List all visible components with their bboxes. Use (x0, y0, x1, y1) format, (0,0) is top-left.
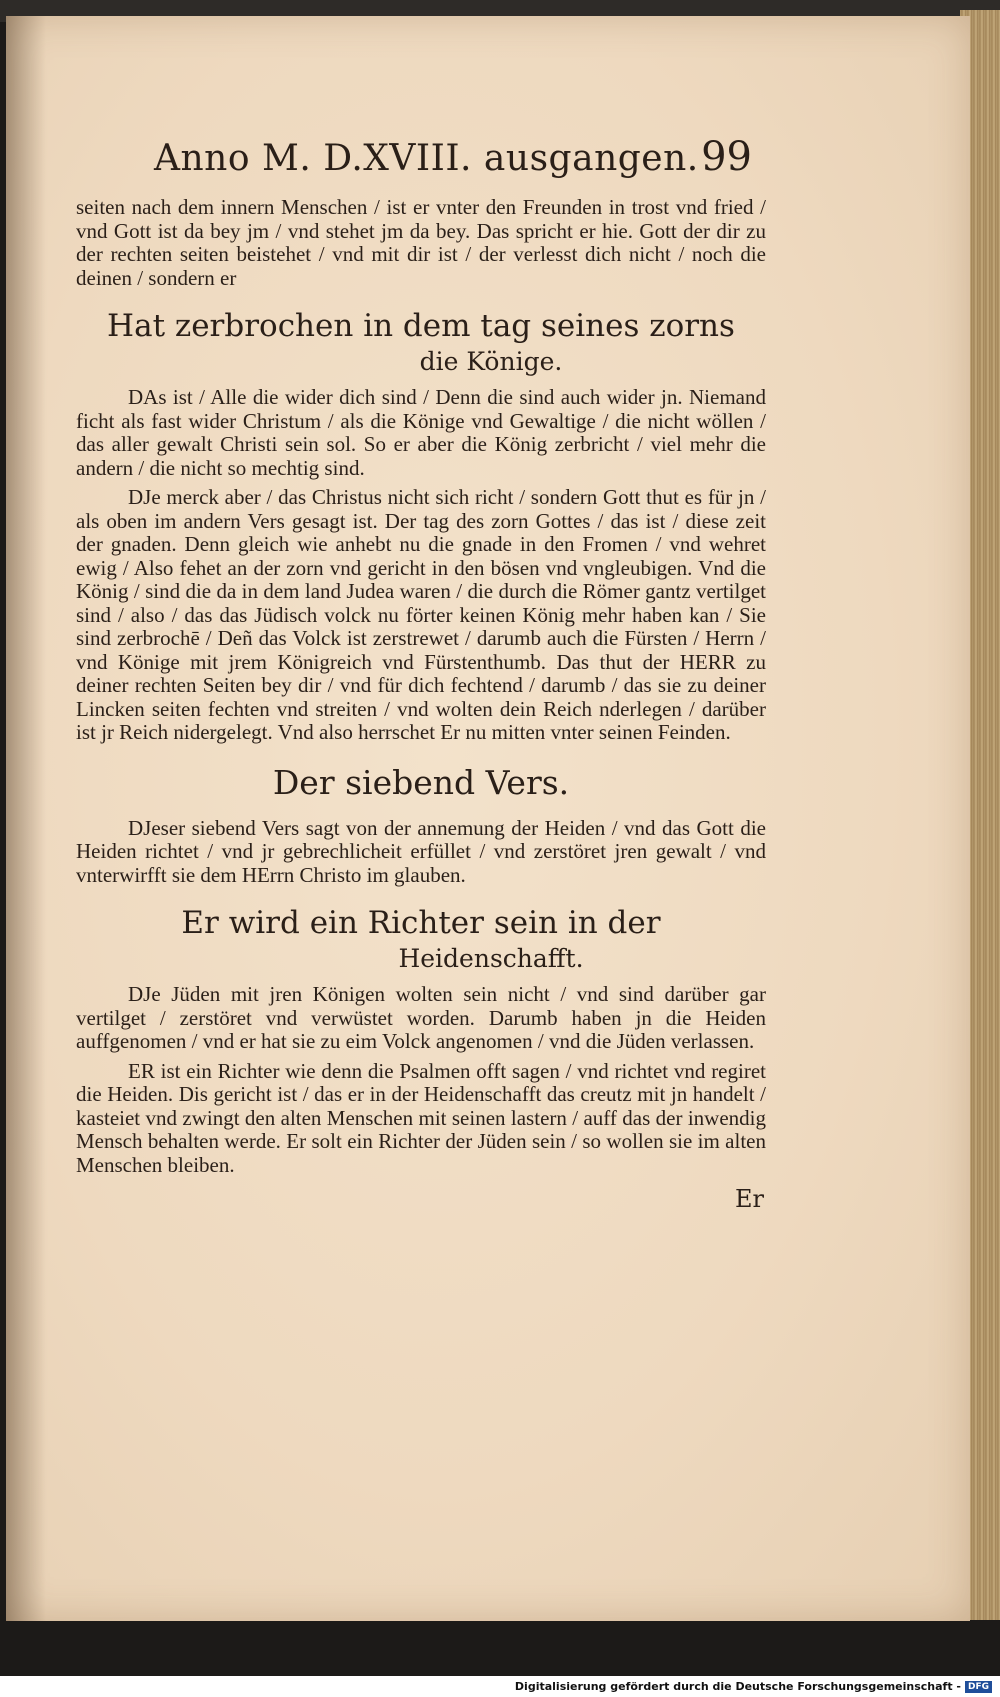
page-text-block (76, 134, 766, 1213)
section-heading-2-line-1: Er wird ein Richter sein in der (181, 905, 661, 941)
verse-heading: Der siebend Vers. (272, 762, 570, 802)
paragraph-3: DJe merck aber / das Christus nicht sich richt / sondern Gott thut es für jn / als oben im andern Vers gesagt ist. Der tag des zorn Gottes / das ist / diese zeit der gnaden. Denn gleich wie anhebt nu die gnade in den Fromen / vnd wehret ewig / Also fehet an der zorn vnd gericht in den bösen vnd vngleubigen. Vnd die König / sind die da in dem land Judea waren / die durch die Römer gantz vertilget sind / also / das das Jüdisch volck nu förter keinen König mehr haben kan / Sie sind zerbrochē / Deñ das Volck ist zerstrewet / darumb auch die Fürsten / Herrn / vnd Könige mit jrem Königreich vnd Fürstenthumb. Das thut der HERR zu deiner rechten Seiten bey dir / vnd für dich fechtend / darumb / das sie zu deiner Lincken seiten fechten vnd streiten / vnd wolten dein Reich nderlegen / darüber ist jr Reich nidergelegt. Vnd also herrschet Er nu mitten vnter seinen Feinden. (76, 485, 766, 744)
paragraph-6: ER ist ein Richter wie denn die Psalmen offt sagen / vnd richtet vnd regiret die Heiden. Dis gericht ist / das er in der Heidenschafft das creutz mit jn handelt / kasteiet vnd zwingt den alten Menschen mit seinen lastern / auff das der inwendig Mensch behalten werde. Er solt ein Richter der Jüden sein / so wollen sie im alten Menschen bleiben. (76, 1058, 766, 1177)
section-heading-1-line-1: Hat zerbrochen in dem tag seines zorns (107, 308, 735, 344)
footer-credit-text: Digitalisierung gefördert durch die Deutsche Forschungsgemeinschaft - (514, 1680, 961, 1693)
footer-credit-bar (0, 1676, 1000, 1697)
section-heading-1-line-2: die Könige. (419, 347, 563, 376)
page-number: 99 (701, 134, 752, 180)
paragraph-5: DJe Jüden mit jren Königen wolten sein nicht / vnd sind darüber gar vertilget / zerstöret vnd verwüstet worden. Darumb haben jn die Heiden auffgenomen / vnd er hat sie zu eim Volck angenomen / vnd die Jüden verlassen. (76, 982, 766, 1053)
paragraph-4: DJeser siebend Vers sagt von der annemung der Heiden / vnd das Gott die Heiden richtet / vnd jr gebrechlicheit erfüllet / vnd zerstöret jren gewalt / vnd vnterwirfft sie dem HErrn Christo im glauben. (76, 815, 766, 887)
paragraph-2: DAs ist / Alle die wider dich sind / Denn die sind auch wider jn. Niemand ficht als fast wider Christum / als die Könige vnd Gewaltige / die nicht wöllen / das aller gewalt Christi sein sol. So er aber die König zerbricht / viel mehr die andern / die nicht so mechtig sind. (76, 385, 766, 480)
section-heading-2 (76, 905, 766, 977)
header-title: Anno M. D.XVIII. ausgangen. (154, 138, 699, 179)
paragraph-1: seiten nach dem innern Menschen / ist er vnter den Freunden in trost vnd fried / vnd Gott ist da bey jm / vnd stehet jm da bey. Das spricht er hie. Gott der dir zu der rechten seiten beistehet / vnd mit dir ist / der verlesst dich nicht / noch die deinen / sondern er (76, 195, 766, 290)
running-header (76, 134, 766, 196)
section-heading-2-line-2: Heidenschafft. (398, 944, 584, 973)
catchword: Er (735, 1185, 764, 1213)
dfg-logo-icon: DFG (965, 1681, 992, 1693)
book-page (6, 16, 970, 1621)
section-heading-1 (76, 308, 766, 380)
page-gutter-shadow (6, 16, 46, 1621)
